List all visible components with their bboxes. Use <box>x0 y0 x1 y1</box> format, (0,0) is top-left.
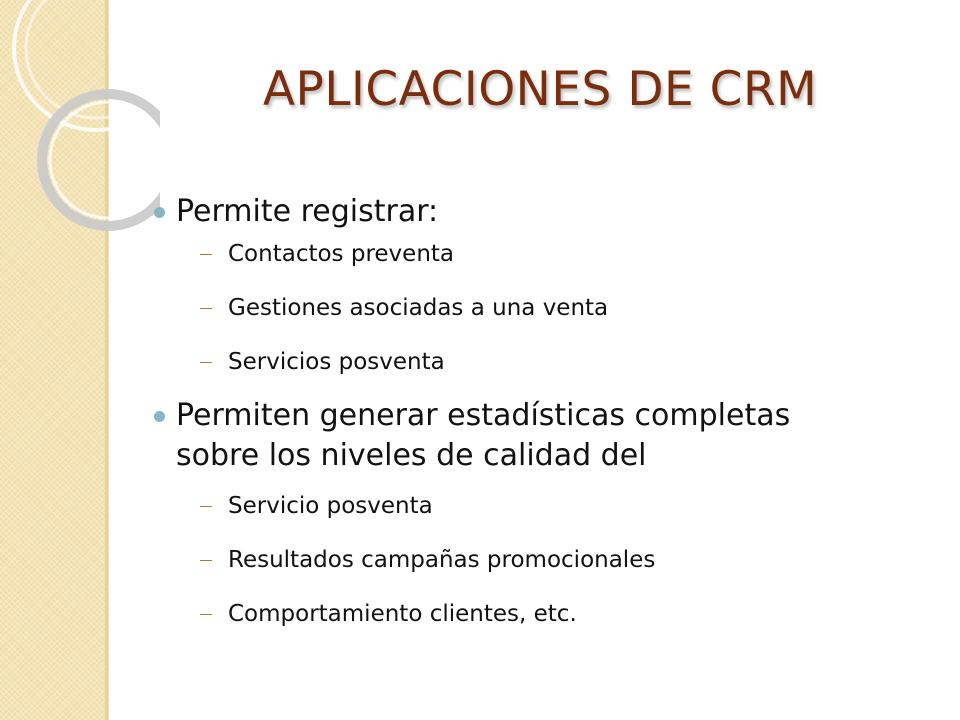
dash-icon <box>200 362 212 363</box>
dash-icon <box>200 254 212 255</box>
bullet-item <box>148 396 928 476</box>
slide-title: APLICACIONES DE CRM <box>262 62 818 117</box>
bullet-text-line-1: Permiten generar estadísticas completas <box>176 398 791 433</box>
sub-item <box>148 294 928 322</box>
sub-item <box>148 348 928 376</box>
sub-item-text: Contactos preventa <box>228 241 455 267</box>
dash-icon <box>200 614 212 615</box>
sub-item-text: Gestiones asociadas a una venta <box>228 295 609 321</box>
sub-item <box>148 546 928 574</box>
bullet-dot-icon <box>154 411 165 422</box>
sub-item <box>148 240 928 268</box>
bullet-dot-icon <box>154 207 165 218</box>
sub-item <box>148 492 928 520</box>
sub-item-text: Servicios posventa <box>228 349 445 375</box>
sub-item-text: Resultados campañas promocionales <box>228 547 656 573</box>
sub-item-text: Comportamiento clientes, etc. <box>228 601 577 627</box>
sub-item-text: Servicio posventa <box>228 493 433 519</box>
dash-icon <box>200 506 212 507</box>
dash-icon <box>200 308 212 309</box>
bullet-item <box>148 192 928 232</box>
dash-icon <box>200 560 212 561</box>
bullet-text-line-2: sobre los niveles de calidad del <box>176 438 647 473</box>
bullet-text: Permite registrar: <box>176 194 439 229</box>
sub-item <box>148 600 928 628</box>
slide-body <box>148 192 928 654</box>
